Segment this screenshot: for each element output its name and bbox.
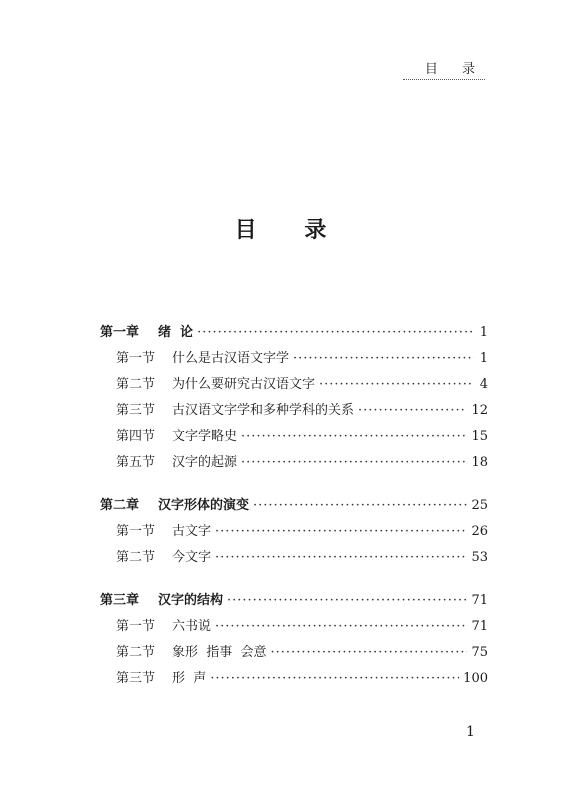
toc-chapter-entry[interactable] xyxy=(100,320,488,346)
dot-leader xyxy=(227,588,467,614)
dot-leader xyxy=(197,320,474,346)
toc-section-entry[interactable] xyxy=(100,398,488,424)
chapter-number: 第一章 xyxy=(100,325,140,340)
page-number: 12 xyxy=(471,403,488,418)
page-number: 25 xyxy=(471,498,488,513)
toc-section-entry[interactable] xyxy=(100,424,488,450)
section-title: 今文字 xyxy=(172,550,212,565)
toc-section-entry[interactable] xyxy=(100,614,488,640)
dot-leader xyxy=(241,450,467,476)
toc-chapter-2 xyxy=(100,493,488,571)
section-title: 六书说 xyxy=(172,619,212,634)
chapter-title: 绪 论 xyxy=(158,325,194,340)
section-title: 古汉语文字学和多种学科的关系 xyxy=(172,403,355,418)
table-of-contents xyxy=(100,320,488,709)
section-number: 第二节 xyxy=(116,645,156,660)
dot-leader xyxy=(253,493,467,519)
section-title: 象形 指事 会意 xyxy=(172,645,267,660)
page-number: 53 xyxy=(471,550,488,565)
page-title: 目 录 xyxy=(234,217,347,243)
section-number: 第一节 xyxy=(116,619,156,634)
section-title: 为什么要研究古汉语文字 xyxy=(172,377,316,392)
chapter-number: 第三章 xyxy=(100,593,140,608)
section-title: 汉字的起源 xyxy=(172,455,238,470)
section-title: 形 声 xyxy=(172,671,207,686)
toc-section-entry[interactable] xyxy=(100,450,488,476)
page-number: 71 xyxy=(471,619,488,634)
toc-section-entry[interactable] xyxy=(100,372,488,398)
dot-leader xyxy=(210,666,459,692)
page-number: 18 xyxy=(471,455,488,470)
section-number: 第一节 xyxy=(116,351,156,366)
toc-section-entry[interactable] xyxy=(100,640,488,666)
page-number: 4 xyxy=(479,377,488,392)
toc-section-entry[interactable] xyxy=(100,545,488,571)
dot-leader xyxy=(358,398,467,424)
dot-leader xyxy=(271,640,468,666)
toc-chapter-3 xyxy=(100,588,488,692)
page-folio: 1 xyxy=(466,724,475,740)
page-number: 15 xyxy=(471,429,488,444)
toc-section-entry[interactable] xyxy=(100,666,488,692)
section-number: 第三节 xyxy=(116,671,156,686)
page-number: 71 xyxy=(471,593,488,608)
chapter-title: 汉字形体的演变 xyxy=(158,498,250,513)
section-number: 第四节 xyxy=(116,429,156,444)
chapter-number: 第二章 xyxy=(100,498,140,513)
section-number: 第三节 xyxy=(116,403,156,418)
page-number: 1 xyxy=(479,351,488,366)
running-header: 目 录 xyxy=(403,58,485,80)
toc-chapter-1 xyxy=(100,320,488,476)
toc-section-entry[interactable] xyxy=(100,346,488,372)
section-number: 第五节 xyxy=(116,455,156,470)
page-number: 100 xyxy=(463,671,488,686)
toc-section-entry[interactable] xyxy=(100,519,488,545)
chapter-title: 汉字的结构 xyxy=(158,593,224,608)
page-number: 75 xyxy=(471,645,488,660)
section-title: 古文字 xyxy=(172,524,212,539)
section-title: 文字学略史 xyxy=(172,429,238,444)
dot-leader xyxy=(293,346,474,372)
page-number: 26 xyxy=(471,524,488,539)
dot-leader xyxy=(215,519,467,545)
dot-leader xyxy=(319,372,474,398)
section-number: 第一节 xyxy=(116,524,156,539)
page-number: 1 xyxy=(479,325,488,340)
toc-chapter-entry[interactable] xyxy=(100,588,488,614)
dot-leader xyxy=(241,424,467,450)
dot-leader xyxy=(215,614,467,640)
section-number: 第二节 xyxy=(116,377,156,392)
section-title: 什么是古汉语文字学 xyxy=(172,351,290,366)
section-number: 第二节 xyxy=(116,550,156,565)
toc-chapter-entry[interactable] xyxy=(100,493,488,519)
dot-leader xyxy=(215,545,467,571)
